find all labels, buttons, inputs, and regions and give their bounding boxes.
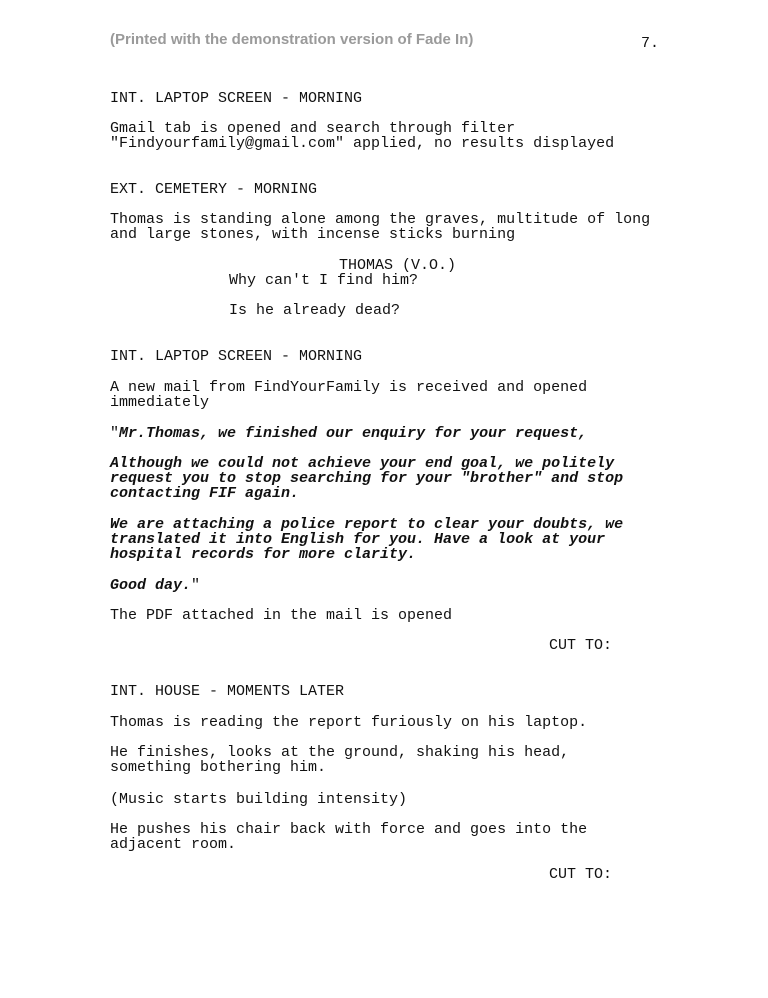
action-finishes: He finishes, looks at the ground, shaking his head, something bothering him.: [110, 744, 570, 776]
action-pdf-opened: The PDF attached in the mail is opened: [110, 607, 453, 624]
mail-greeting: [110, 426, 587, 441]
parenthetical-music: (Music starts building intensity): [110, 791, 408, 808]
demo-watermark: (Printed with the demonstration version of Fade In): [110, 31, 474, 48]
action-reading-report: Thomas is reading the report furiously on his laptop.: [110, 714, 588, 731]
page-number: 7.: [641, 35, 660, 52]
mail-open-quote: ": [110, 425, 120, 442]
scene-heading-cemetery: EXT. CEMETERY - MORNING: [110, 181, 318, 198]
scene-heading-laptop-2: INT. LAPTOP SCREEN - MORNING: [110, 348, 363, 365]
action-new-mail: A new mail from FindYourFamily is received and opened immediately: [110, 379, 588, 411]
action-cemetery: Thomas is standing alone among the graves, multitude of long and large stones, with incense sticks burning: [110, 211, 651, 243]
mail-greeting-text: Mr.Thomas, we finished our enquiry for your request,: [119, 425, 588, 442]
dialogue-line-2: Is he already dead?: [229, 302, 401, 319]
mail-paragraph-request: Although we could not achieve your end goal, we politely request you to stop searching for your "brother" and stop contacting FIF again.: [110, 455, 624, 502]
dialogue-line-1: Why can't I find him?: [229, 272, 419, 289]
scene-heading-laptop-1: INT. LAPTOP SCREEN - MORNING: [110, 90, 363, 107]
transition-cut-to-1: CUT TO:: [549, 637, 613, 654]
scene-heading-house: INT. HOUSE - MOMENTS LATER: [110, 683, 345, 700]
mail-closing: [110, 578, 200, 593]
character-thomas-vo: THOMAS (V.O.): [339, 257, 457, 274]
mail-close-quote: ": [191, 577, 201, 594]
mail-closing-text: Good day.: [110, 577, 192, 594]
mail-paragraph-report: We are attaching a police report to clear your doubts, we translated it into English for you. Have a look at your hospital records for more clarity.: [110, 516, 624, 563]
action-gmail-search: Gmail tab is opened and search through filter "Findyourfamily@gmail.com" applied, no results displayed: [110, 120, 615, 152]
transition-cut-to-2: CUT TO:: [549, 866, 613, 883]
action-pushes-chair: He pushes his chair back with force and goes into the adjacent room.: [110, 821, 588, 853]
